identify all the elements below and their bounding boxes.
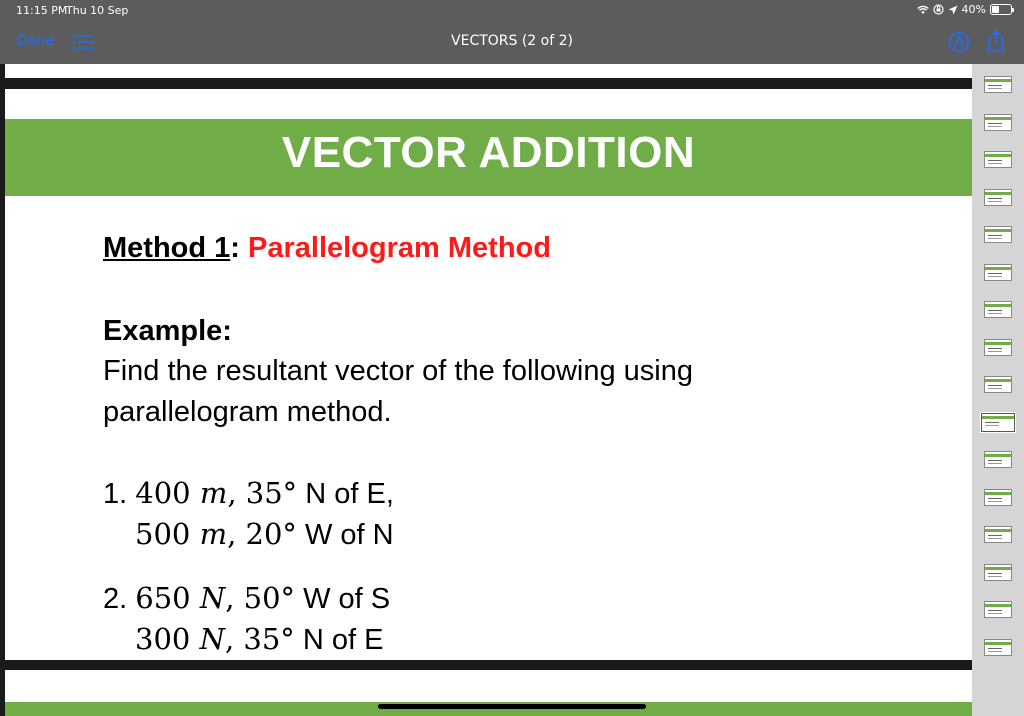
- page-thumbnail[interactable]: [984, 226, 1012, 243]
- page-thumbnail[interactable]: [984, 339, 1012, 356]
- direction: N of E,: [305, 478, 394, 510]
- method-separator: :: [230, 232, 248, 264]
- previous-page-edge: [5, 64, 972, 78]
- direction: W of S: [303, 583, 391, 615]
- method-heading: [103, 232, 551, 265]
- slide-title: VECTOR ADDITION: [281, 128, 696, 177]
- status-indicators: [917, 3, 1012, 16]
- battery-icon: [990, 4, 1012, 15]
- slide-page: [5, 89, 972, 660]
- instruction-line-2: parallelogram method.: [103, 396, 392, 428]
- magnitude: 500 m, 20°: [135, 517, 297, 551]
- share-icon[interactable]: [986, 29, 1006, 53]
- instruction-line-1: Find the resultant vector of the following using: [103, 355, 693, 387]
- page-thumbnail-strip[interactable]: [972, 64, 1024, 716]
- location-icon: [948, 5, 958, 15]
- markup-icon[interactable]: [948, 31, 970, 53]
- page-thumbnail[interactable]: [984, 114, 1012, 131]
- page-thumbnail[interactable]: [984, 151, 1012, 168]
- page-thumbnail[interactable]: [984, 376, 1012, 393]
- page-thumbnail[interactable]: [984, 264, 1012, 281]
- done-button[interactable]: Done: [17, 33, 54, 49]
- document-view[interactable]: [0, 64, 1024, 716]
- page-thumbnail[interactable]: [984, 451, 1012, 468]
- method-name: Parallelogram Method: [248, 232, 551, 264]
- method-label: Method 1: [103, 232, 231, 264]
- example-heading: Example:: [103, 315, 232, 347]
- page-thumbnail[interactable]: [981, 413, 1015, 432]
- status-date: Thu 10 Sep: [66, 4, 129, 17]
- page-thumbnail[interactable]: [984, 601, 1012, 618]
- magnitude: 650 N, 50°: [135, 581, 296, 615]
- wifi-icon: [917, 5, 929, 15]
- magnitude: 300 N, 35°: [135, 622, 295, 656]
- top-bar: [0, 0, 1024, 64]
- status-time: 11:15 PM: [16, 4, 68, 17]
- home-indicator[interactable]: [378, 704, 646, 709]
- problem-1-line-1: [103, 476, 394, 511]
- magnitude: 400 m, 35°: [135, 476, 298, 510]
- next-page-edge: [5, 670, 972, 716]
- problem-2-line-2: [135, 622, 383, 657]
- page-thumbnail[interactable]: [984, 564, 1012, 581]
- status-bar: [0, 0, 1024, 22]
- page-thumbnail[interactable]: [984, 489, 1012, 506]
- page-thumbnail[interactable]: [984, 639, 1012, 656]
- direction: W of N: [304, 519, 394, 551]
- problem-number: 2.: [103, 583, 128, 615]
- page-thumbnail[interactable]: [984, 76, 1012, 93]
- problem-1-line-2: [135, 517, 394, 552]
- page-thumbnail[interactable]: [984, 189, 1012, 206]
- battery-percent: 40%: [961, 3, 986, 16]
- document-title: VECTORS (2 of 2): [451, 33, 573, 49]
- direction: N of E: [302, 624, 384, 656]
- page-thumbnail[interactable]: [984, 526, 1012, 543]
- page-thumbnail[interactable]: [984, 301, 1012, 318]
- orientation-lock-icon: [933, 4, 944, 15]
- problem-number: 1.: [103, 478, 128, 510]
- problem-2-line-1: [103, 581, 390, 616]
